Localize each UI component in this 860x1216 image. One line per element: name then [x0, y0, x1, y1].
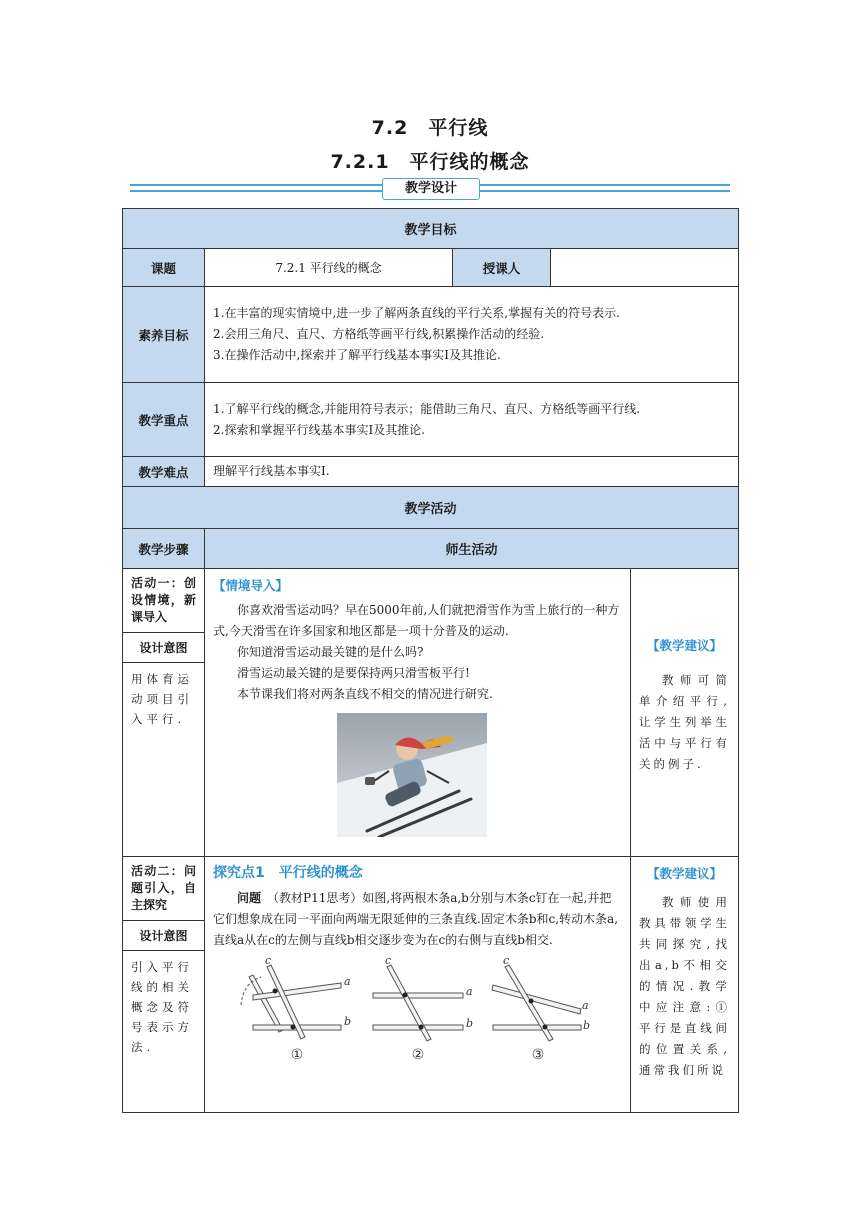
teacher-value	[551, 249, 739, 287]
lesson-plan-table	[122, 208, 739, 1113]
activity2-content	[205, 857, 631, 1113]
activity2-intent-label: 设计意图	[123, 920, 204, 951]
key-item: 2.探索和掌握平行线基本事实Ⅰ及其推论.	[213, 422, 426, 437]
subsection-title: 7.2.1 平行线的概念	[330, 151, 530, 173]
activity1-paragraph: 滑雪运动最关键的是要保持两只滑雪板平行!	[237, 666, 470, 680]
teaching-design-banner	[130, 178, 730, 200]
literacy-label: 素养目标	[123, 287, 205, 383]
activity2-suggestion	[631, 857, 739, 1113]
activity1-content	[205, 569, 631, 857]
literacy-item: 1.在丰富的现实情境中,进一步了解两条直线的平行关系,掌握有关的符号表示.	[213, 306, 620, 320]
activity1-suggestion	[631, 569, 739, 857]
activity1-suggestion-title: 【教学建议】	[647, 638, 723, 653]
activity2-suggestion-title: 【教学建议】	[647, 866, 723, 881]
activity1-step-cell	[123, 569, 205, 857]
activity1-paragraph: 本节课我们将对两条直线不相交的情况进行研究.	[237, 687, 493, 701]
topic-label: 课题	[123, 249, 205, 287]
skier-illustration	[337, 713, 487, 837]
fig-label-2: ②	[411, 1047, 425, 1063]
fig2-label-a: a	[466, 985, 473, 998]
activity1-paragraph: 你喜欢滑雪运动吗？早在5000年前,人们就把滑雪作为雪上旅行的一种方式,今天滑雪在许多国家和地区都是一项十分普及的运动.	[213, 603, 620, 638]
key-points	[205, 383, 739, 457]
fig1-label-a: a	[344, 975, 351, 988]
scenario-heading: 【情境导入】	[213, 578, 289, 593]
difficulty-value: 理解平行线基本事实Ⅰ.	[205, 457, 739, 487]
section-title: 7.2 平行线	[371, 117, 489, 139]
activity1-intent-text: 用体育运动项目引入平行.	[131, 672, 193, 726]
fig3-label-b: b	[583, 1019, 591, 1032]
activity2-step-cell	[123, 857, 205, 1113]
activity2-step: 活动二：问题引入，自主探究	[131, 864, 196, 912]
fig2-label-c: c	[385, 955, 392, 967]
fig2-label-b: b	[466, 1017, 474, 1030]
literacy-goals	[205, 287, 739, 383]
activity1-paragraph: 你知道滑雪运动最关键的是什么吗?	[237, 645, 424, 659]
problem-label: 问题	[237, 891, 262, 905]
banner-label: 教学设计	[382, 178, 480, 200]
activity2-suggestion-text: 教师使用教具带领学生共同探究,找出a,b不相交的情况.教学中应注意:①平行是直线间的位置关系,通常我们所说	[639, 895, 731, 1077]
steps-column-header: 教学步骤	[123, 529, 205, 569]
fig3-label-c: c	[503, 955, 510, 967]
problem-paragraph	[213, 888, 622, 951]
problem-text: （教材P11思考）如图,将两根木条a,b分别与木条c钉在一起,并把它们想象成在同一平面向两端无限延伸的三条直线.固定木条b和c,转动木条a,直线a从在c的左侧与直线b相交逐步变为在c的右侧与直线b相交.	[213, 891, 619, 947]
key-points-label: 教学重点	[123, 383, 205, 457]
literacy-item: 3.在操作活动中,探索并了解平行线基本事实Ⅰ及其推论.	[213, 348, 501, 362]
activity2-intent-text: 引入平行线的相关概念及符号表示方法.	[131, 960, 193, 1054]
teacher-label: 授课人	[453, 249, 551, 287]
key-item: 1.了解平行线的概念,并能用符号表示；能借助三角尺、直尺、方格纸等画平行线.	[213, 401, 641, 416]
activity-column-header: 师生活动	[205, 529, 739, 569]
activities-header: 教学活动	[123, 487, 739, 529]
difficulty-label: 教学难点	[123, 457, 205, 487]
activity1-suggestion-text: 教师可简单介绍平行,让学生列举生活中与平行有关的例子.	[639, 673, 731, 771]
fig1-label-b: b	[344, 1015, 352, 1028]
literacy-item: 2.会用三角尺、直尺、方格纸等画平行线,积累操作活动的经验.	[213, 327, 545, 341]
activity1-step: 活动一：创设情境，新课导入	[131, 576, 196, 624]
fig3-label-a: a	[582, 999, 589, 1012]
fig-label-3: ③	[531, 1047, 545, 1063]
activity1-intent-label: 设计意图	[123, 632, 204, 663]
topic-value: 7.2.1 平行线的概念	[205, 249, 453, 287]
fig-label-1: ①	[290, 1047, 304, 1063]
objectives-header: 教学目标	[123, 209, 739, 249]
parallel-lines-figure	[213, 955, 613, 1065]
fig1-label-c: c	[265, 955, 272, 967]
exploration-heading: 探究点1 平行线的概念	[213, 865, 363, 881]
